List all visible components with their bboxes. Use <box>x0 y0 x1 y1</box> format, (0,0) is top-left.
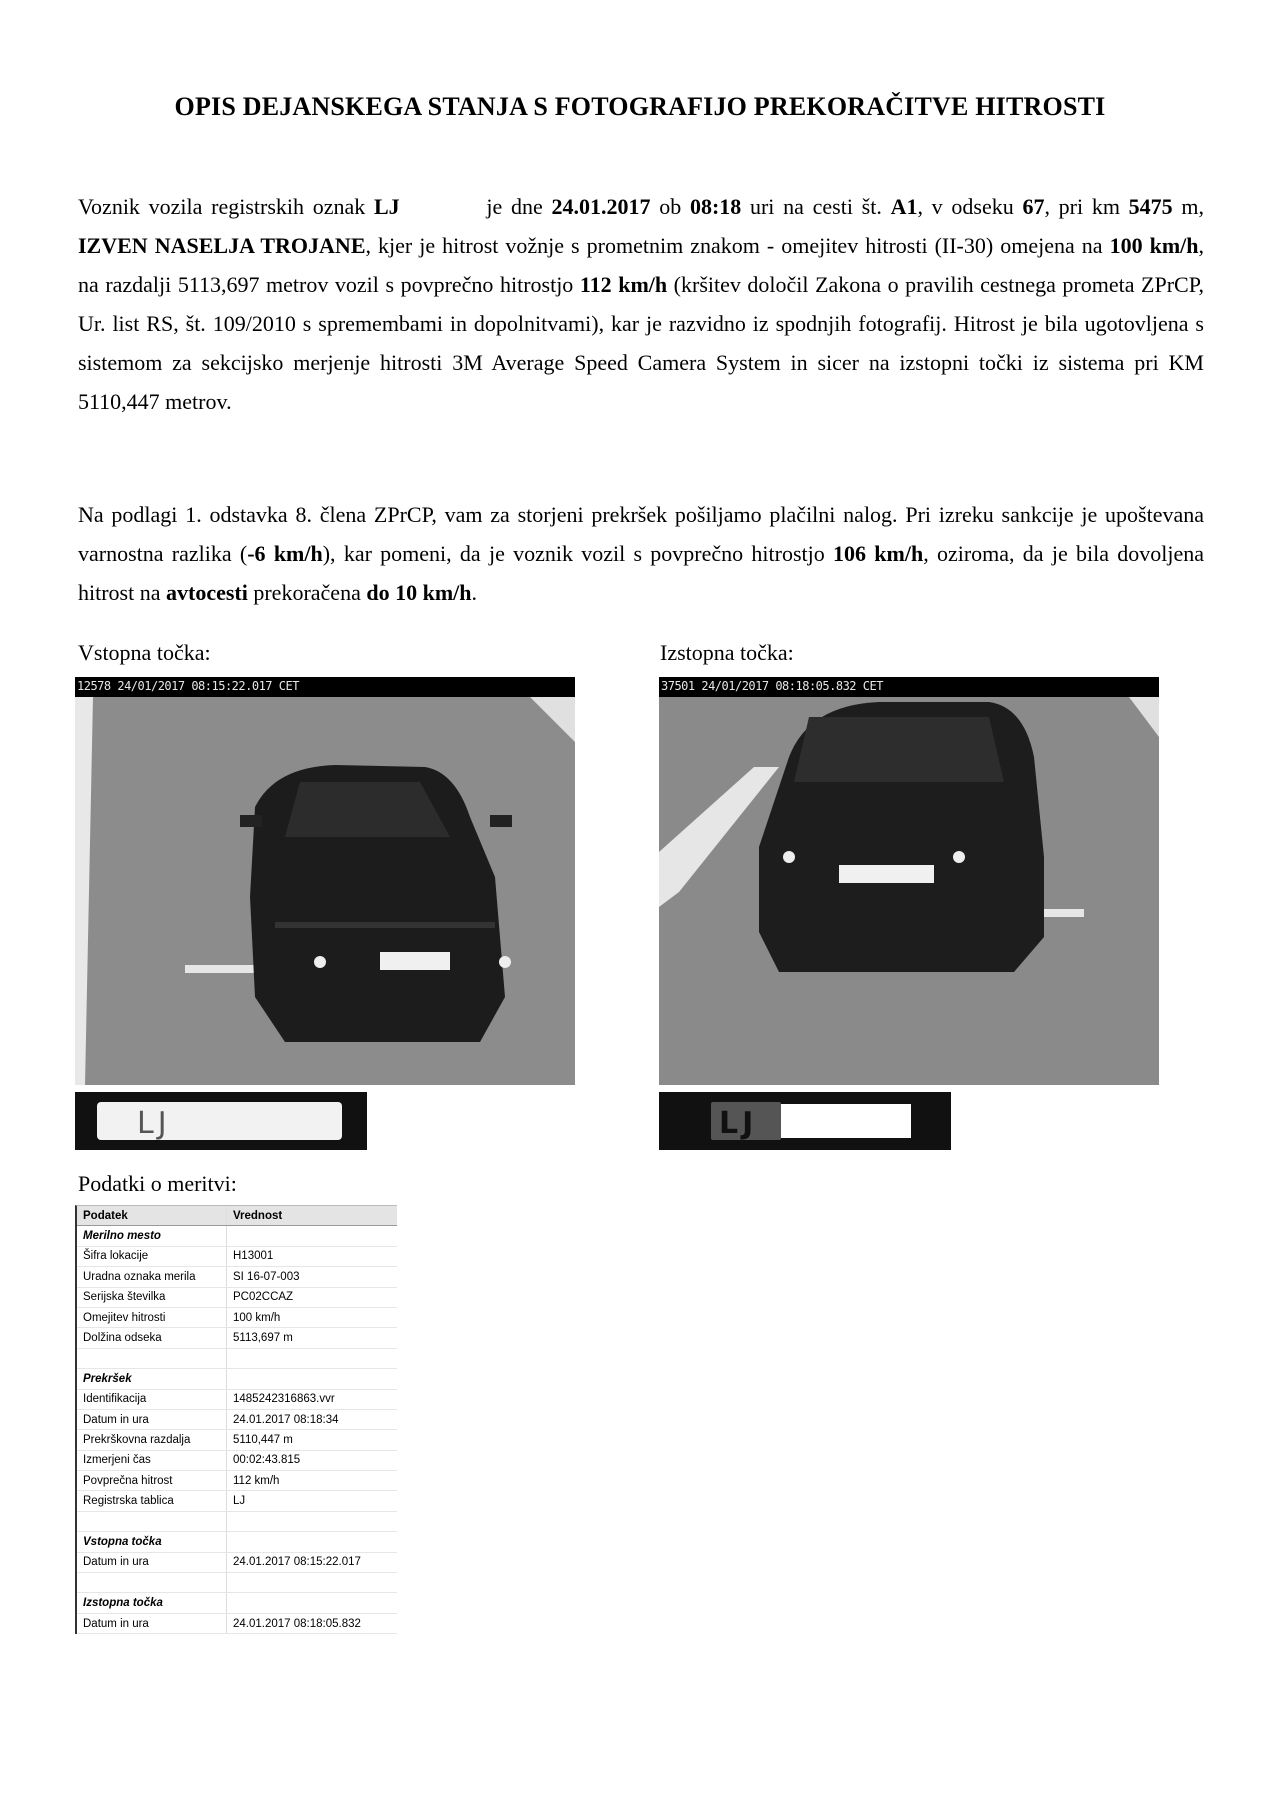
license-plate <box>97 1102 342 1140</box>
row-value <box>227 1532 397 1551</box>
row-value: 112 km/h <box>233 1474 280 1487</box>
row-value <box>227 1369 397 1388</box>
exit-camera-photo <box>659 677 1159 1085</box>
table-row <box>77 1410 397 1430</box>
table-row <box>77 1532 397 1552</box>
row-value: SI 16-07-003 <box>233 1270 300 1283</box>
table-header <box>77 1206 397 1226</box>
sanction-paragraph: Na podlagi 1. odstavka 8. člena ZPrCP, vam za storjeni prekršek pošiljamo plačilni nalog. Pri izreku sankcije je upoštevana varnostna razlika (-6 km/h), kar pomeni, da je voznik vozil s povprečno hitrostjo 106 km/h, oziroma, da je bila dovoljena hitrost na avtocesti prekoračena do 10 km/h. <box>78 502 1204 605</box>
table-row <box>77 1573 397 1593</box>
row-value: 5113,697 m <box>233 1332 293 1345</box>
row-label: Serijska številka <box>77 1288 227 1307</box>
row-value <box>227 1573 397 1592</box>
row-label: Registrska tablica <box>77 1491 227 1510</box>
table-row <box>77 1430 397 1450</box>
row-label: Datum in ura <box>77 1410 227 1429</box>
plate-redaction <box>781 1104 911 1138</box>
table-row <box>77 1471 397 1491</box>
entry-plate-crop <box>75 1092 367 1150</box>
car-rear-image <box>659 697 1159 1085</box>
header-cell: Podatek <box>77 1206 227 1225</box>
row-value <box>227 1226 397 1245</box>
row-value: 5110,447 m <box>233 1433 293 1446</box>
row-value <box>227 1349 397 1368</box>
table-row <box>77 1288 397 1308</box>
exit-plate-crop <box>659 1092 951 1150</box>
table-row <box>77 1390 397 1410</box>
plate-text: LJ <box>137 1106 171 1141</box>
table-row <box>77 1451 397 1471</box>
document-title: OPIS DEJANSKEGA STANJA S FOTOGRAFIJO PREKORAČITVE HITROSTI <box>174 92 1106 121</box>
entry-point-caption: Vstopna točka: <box>78 640 211 665</box>
row-label: Dolžina odseka <box>77 1328 227 1347</box>
table-row <box>77 1614 397 1634</box>
table-row <box>77 1226 397 1246</box>
license-plate <box>711 1102 781 1140</box>
row-label: Povprečna hitrost <box>77 1471 227 1490</box>
row-value: PC02CCAZ <box>233 1291 294 1304</box>
row-value: LJ <box>233 1495 246 1508</box>
row-label: Datum in ura <box>77 1553 227 1572</box>
table-row <box>77 1593 397 1613</box>
row-value: H13001 <box>233 1250 274 1263</box>
table-row <box>77 1247 397 1267</box>
row-value: 24.01.2017 08:15:22.017 <box>233 1556 361 1569</box>
row-label <box>77 1512 227 1531</box>
header-cell: Vrednost <box>233 1209 283 1222</box>
plate-text: LJ <box>719 1106 758 1141</box>
row-label: Uradna oznaka merila <box>77 1267 227 1286</box>
row-label <box>77 1349 227 1368</box>
table-row <box>77 1553 397 1573</box>
timestamp-bar <box>659 677 1159 697</box>
row-value: 24.01.2017 08:18:05.832 <box>233 1617 361 1630</box>
row-value: 00:02:43.815 <box>233 1454 301 1467</box>
measurement-caption: Podatki o meritvi: <box>78 1171 237 1196</box>
row-label: Izmerjeni čas <box>77 1451 227 1470</box>
row-value <box>227 1512 397 1531</box>
entry-camera-photo <box>75 677 575 1085</box>
row-value <box>227 1593 397 1612</box>
row-label: Datum in ura <box>77 1614 227 1633</box>
table-row <box>77 1491 397 1511</box>
row-value: 1485242316863.vvr <box>233 1393 335 1406</box>
measurement-table <box>75 1205 397 1634</box>
row-label: Prekrškovna razdalja <box>77 1430 227 1449</box>
table-row <box>77 1512 397 1532</box>
table-row <box>77 1349 397 1369</box>
description-paragraph: Voznik vozila registrskih oznak LJ je dne 24.01.2017 ob 08:18 uri na cesti št. A1, v odseku 67, pri km 5475 m, IZVEN NASELJA TROJANE, kjer je hitrost vožnje s prometnim znakom - omejitev hitrosti (II-30) omejena na 100 km/h, na razdalji 5113,697 metrov vozil s povprečno hitrostjo 112 km/h (kršitev določil Zakona o pravilih cestnega prometa ZPrCP, Ur. list RS, št. 109/2010 s spremembami in dopolnitvami), kar je razvidno iz spodnjih fotografij. Hitrost je bila ugotovljena s sistemom za sekcijsko merjenje hitrosti 3M Average Speed Camera System in sicer na izstopni točki iz sistema pri KM 5110,447 metrov. <box>78 194 1205 414</box>
exit-point-caption: Izstopna točka: <box>660 640 794 665</box>
row-label: Omejitev hitrosti <box>77 1308 227 1327</box>
row-label: Identifikacija <box>77 1390 227 1409</box>
entry-timestamp: 12578 24/01/2017 08:15:22.017 CET <box>77 679 299 693</box>
timestamp-bar <box>75 677 575 697</box>
table-row <box>77 1369 397 1389</box>
row-label: Izstopna točka <box>77 1593 227 1612</box>
table-row <box>77 1308 397 1328</box>
car-rear-image <box>75 697 575 1085</box>
row-label: Merilno mesto <box>77 1226 227 1245</box>
row-label: Vstopna točka <box>77 1532 227 1551</box>
row-label: Šifra lokacije <box>77 1247 227 1266</box>
row-value: 24.01.2017 08:18:34 <box>233 1413 339 1426</box>
exit-timestamp: 37501 24/01/2017 08:18:05.832 CET <box>661 679 883 693</box>
row-value: 100 km/h <box>233 1311 281 1324</box>
table-row <box>77 1267 397 1287</box>
table-row <box>77 1328 397 1348</box>
row-label <box>77 1573 227 1592</box>
row-label: Prekršek <box>77 1369 227 1388</box>
